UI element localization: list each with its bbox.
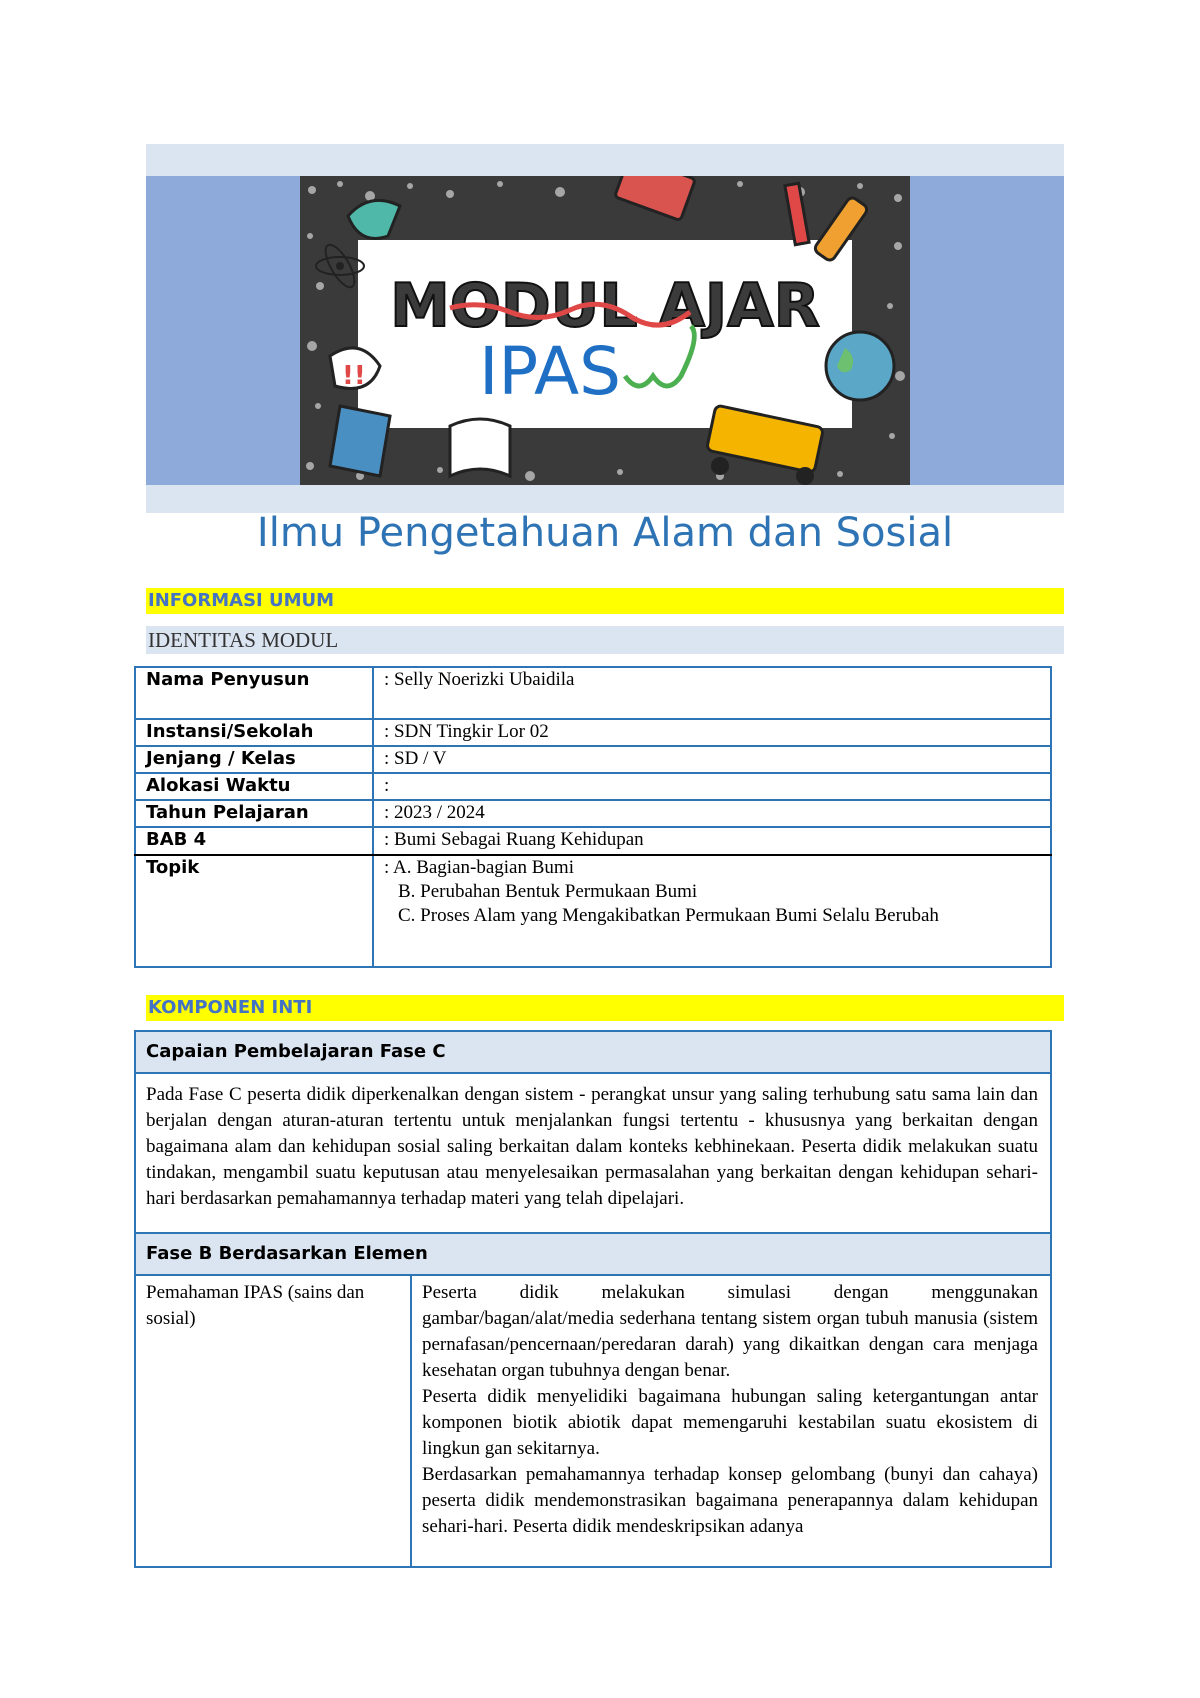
identity-label: Topik xyxy=(135,855,373,967)
document-subtitle: Ilmu Pengetahuan Alam dan Sosial xyxy=(256,510,954,556)
element-paragraph: Berdasarkan pemahamannya terhadap konsep gelombang (bunyi dan cahaya) peserta didik mendemonstrasikan bagaimana penerapannya dalam kehidupan sehari-hari. Peserta didik mendeskripsikan adanya xyxy=(422,1464,1038,1537)
identity-table xyxy=(134,666,1052,968)
fase-heading: Fase B Berdasarkan Elemen xyxy=(135,1233,1051,1275)
capaian-heading: Capaian Pembelajaran Fase C xyxy=(135,1031,1051,1073)
topik-line: B. Perubahan Bentuk Permukaan Bumi xyxy=(398,881,698,902)
identity-value: : Bumi Sebagai Ruang Kehidupan xyxy=(373,827,1051,855)
table-row xyxy=(135,719,1051,746)
table-row xyxy=(135,855,1051,967)
capaian-text: Pada Fase C peserta didik diperkenalkan dengan sistem - perangkat unsur yang saling terhubung satu sama lain dan berjalan dengan aturan-aturan tertentu untuk menjalankan fungsi tertentu - khususnya yang berkaitan dengan bagaimana alam dan kehidupan sosial saling berkaitan dalam konteks kebhinekaan. Peserta didik melakukan suatu tindakan, mengambil suatu keputusan atau menyelesaikan permasalahan yang berkaitan dengan kehidupan sehari-hari berdasarkan pemahamannya terhadap materi yang telah dipelajari. xyxy=(135,1073,1051,1233)
section-komponen-inti-label: KOMPONEN INTI xyxy=(148,997,313,1018)
element-description xyxy=(411,1275,1051,1567)
topik-line: C. Proses Alam yang Mengakibatkan Permukaan Bumi Selalu Berubah xyxy=(398,905,939,926)
table-row xyxy=(135,800,1051,827)
table-row xyxy=(135,1073,1051,1233)
table-row xyxy=(135,667,1051,719)
identity-label: Tahun Pelajaran xyxy=(135,800,373,827)
table-row xyxy=(135,827,1051,855)
table-row xyxy=(135,1031,1051,1073)
identity-label: BAB 4 xyxy=(135,827,373,855)
table-row xyxy=(135,746,1051,773)
cover-image xyxy=(300,176,910,485)
section-informasi-umum-label: INFORMASI UMUM xyxy=(148,590,335,611)
identity-label: Jenjang / Kelas xyxy=(135,746,373,773)
table-row xyxy=(135,773,1051,800)
identity-label: Instansi/Sekolah xyxy=(135,719,373,746)
element-name: Pemahaman IPAS (sains dan sosial) xyxy=(135,1275,411,1567)
topik-line: : A. Bagian-bagian Bumi xyxy=(384,857,574,878)
element-paragraph: Peserta didik menyelidiki bagaimana hubungan saling ketergantungan antar komponen biotik abiotik dapat memengaruhi kestabilan suatu ekosistem di lingkun gan sekitarnya. xyxy=(422,1386,1038,1459)
cover-title: MODUL AJAR xyxy=(390,271,820,341)
komponen-table xyxy=(134,1030,1052,1568)
svg-text:!!: !! xyxy=(342,361,366,391)
section-identitas-modul xyxy=(146,626,1064,654)
section-komponen-inti xyxy=(146,995,1064,1021)
banner-top-band xyxy=(146,144,1064,176)
section-informasi-umum xyxy=(146,588,1064,614)
identity-label: Nama Penyusun xyxy=(135,667,373,719)
identity-value: : xyxy=(373,773,1051,800)
identity-value: : 2023 / 2024 xyxy=(373,800,1051,827)
table-row xyxy=(135,1275,1051,1567)
topik-values xyxy=(373,855,1051,967)
section-identitas-modul-label: IDENTITAS MODUL xyxy=(148,628,339,652)
identity-value: : SDN Tingkir Lor 02 xyxy=(373,719,1051,746)
identity-value: : SD / V xyxy=(373,746,1051,773)
table-row xyxy=(135,1233,1051,1275)
identity-label: Alokasi Waktu xyxy=(135,773,373,800)
cover-subtitle: IPAS xyxy=(478,333,622,410)
banner-bottom-band xyxy=(146,485,1064,513)
identity-value: : Selly Noerizki Ubaidila xyxy=(373,667,1051,719)
element-paragraph: Peserta didik melakukan simulasi dengan menggunakan gambar/bagan/alat/media sederhana tentang sistem organ tubuh manusia (sistem pernafasan/pencernaan/peredaran darah) yang dikaitkan dengan cara menjaga kesehatan organ tubuhnya dengan benar. xyxy=(422,1282,1038,1381)
